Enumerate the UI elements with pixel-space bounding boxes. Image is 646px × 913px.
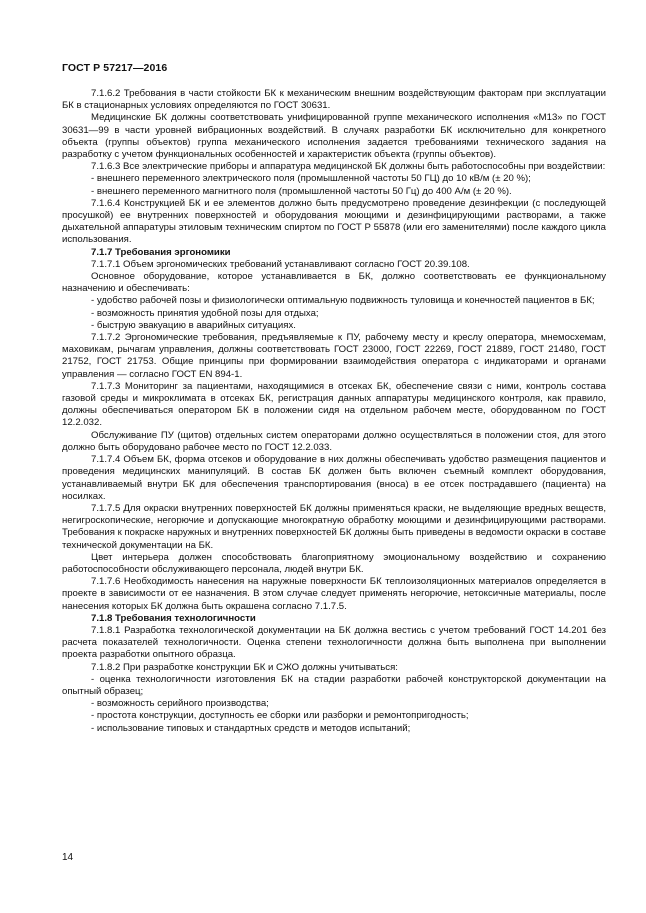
list-item: - внешнего переменного электрического поля (промышленной частоты 50 ГЦ) до 10 кВ/м (± 20 %); bbox=[91, 173, 531, 185]
list-item: - простота конструкции, доступность ее сборки или разборки и ремонтопригодность; bbox=[91, 710, 469, 722]
paragraph: 7.1.7.4 Объем БК, форма отсеков и оборудование в них должны обеспечивать удобство размещения пациентов и проведения медицинских манипуляций. В состав БК должен быть включен съемный комплект оборудования, устанавливаемый внутри БК для обеспечения транспортирования (вноса) в ее отсек пострадавшего (пациента) на носилках. bbox=[62, 454, 606, 502]
list-item: - оценка технологичности изготовления БК на стадии разработки рабочей конструкторской документации на опытный образец; bbox=[62, 673, 606, 697]
paragraph: Цвет интерьера должен способствовать благоприятному эмоциональному воздействию и сохранению работоспособности обслуживающего персонала, людей внутри БК. bbox=[62, 551, 606, 575]
list-item: - использование типовых и стандартных средств и методов испытаний; bbox=[91, 722, 411, 734]
section-heading: 7.1.7 Требования эргономики bbox=[91, 246, 231, 258]
paragraph: Обслуживание ПУ (щитов) отдельных систем операторами должно осуществляться в положении стоя, для этого должно быть оборудовано рабочее место по ГОСТ 12.2.033. bbox=[62, 429, 606, 453]
list-item: - возможность принятия удобной позы для отдыха; bbox=[91, 307, 319, 319]
section-heading: 7.1.8 Требования технологичности bbox=[91, 612, 256, 624]
document-body bbox=[62, 88, 606, 735]
paragraph: 7.1.7.3 Мониторинг за пациентами, находящимися в отсеках БК, обеспечение связи с ними, контроль состава газовой среды и микроклимата в отсеках БК, регистрация данных аппаратуры медицинского контроля, как правило, должны обеспечиваться оператором БК в положении сидя на отдельном рабочем месте, оборудованном по ГОСТ 12.2.032. bbox=[62, 380, 606, 429]
list-item: - возможность серийного производства; bbox=[91, 698, 269, 710]
paragraph: 7.1.6.2 Требования в части стойкости БК к механическим внешним воздействующим факторам при эксплуатации БК в стационарных условиях определяются по ГОСТ 30631. bbox=[62, 88, 606, 112]
paragraph: 7.1.6.4 Конструкцией БК и ее элементов должно быть предусмотрено проведение дезинфекции (с последующей просушкой) ее внутренних поверхностей и оборудования моющими и дезинфицирующими растворами, а также дыхательной аппаратуры этиловым техническим спиртом по ГОСТ Р 55878 (или его заменителями) после каждого цикла использования. bbox=[62, 197, 606, 246]
paragraph: Медицинские БК должны соответствовать унифицированной группе механического исполнения «М13» по ГОСТ 30631—99 в части уровней вибрационных воздействий. В случаях разработки БК исключительно для конкретного объекта (группы объектов) группа механического исполнения задается требованиями технического задания на разработку с учетом функциональных особенностей и характеристик объекта (группы объектов). bbox=[62, 112, 606, 161]
paragraph: 7.1.8.1 Разработка технологической документации на БК должна вестись с учетом требований ГОСТ 14.201 без расчета показателей технологичности. Оценка степени технологичности должна быть выполнена при выполнении проекта разработки опытного образца. bbox=[62, 624, 606, 661]
page-number: 14 bbox=[62, 852, 74, 863]
paragraph: 7.1.7.2 Эргономические требования, предъявляемые к ПУ, рабочему месту и креслу оператора, мнемосхемам, маховикам, рычагам управления, должны соответствовать ГОСТ 23000, ГОСТ 22269, ГОСТ 21889, ГОСТ 21480, ГОСТ 21752, ГОСТ 21753. Общие принципы при формировании взаимодействия оператора с индикаторами и органами управления — согласно ГОСТ EN 894-1. bbox=[62, 332, 606, 380]
list-item: - удобство рабочей позы и физиологически оптимальную подвижность туловища и конечностей пациентов в БК; bbox=[91, 295, 595, 307]
paragraph: 7.1.7.5 Для окраски внутренних поверхностей БК должны применяться краски, не выделяющие вредных веществ, негигроскопические, негорючие и допускающие многократную обработку моющими и дезинфицирующими растворами. Требования к покраске наружных и внутренних поверхностей БК должны быть приведены в ведомости окраски в составе технической документации на БК. bbox=[62, 502, 606, 551]
paragraph: 7.1.6.3 Все электрические приборы и аппаратура медицинской БК должны быть работоспособны при воздействии: bbox=[91, 161, 606, 173]
paragraph: 7.1.8.2 При разработке конструкции БК и СЖО должны учитываться: bbox=[91, 661, 398, 673]
document-header: ГОСТ Р 57217—2016 bbox=[62, 62, 168, 74]
paragraph: 7.1.7.1 Объем эргономических требований устанавливают согласно ГОСТ 20.39.108. bbox=[91, 258, 470, 270]
list-item: - внешнего переменного магнитного поля (промышленной частоты 50 Гц) до 400 А/м (± 20 %). bbox=[91, 185, 512, 197]
list-item: - быструю эвакуацию в аварийных ситуациях. bbox=[91, 319, 296, 331]
paragraph: Основное оборудование, которое устанавливается в БК, должно соответствовать ее функциональному назначению и обеспечивать: bbox=[62, 271, 606, 295]
paragraph: 7.1.7.6 Необходимость нанесения на наружные поверхности БК теплоизоляционных материалов определяется в проекте в зависимости от ее назначения. В этом случае следует применять негорючие, нетоксичные материалы, после нанесения которых БК должна быть окрашена согласно 7.1.7.5. bbox=[62, 576, 606, 612]
